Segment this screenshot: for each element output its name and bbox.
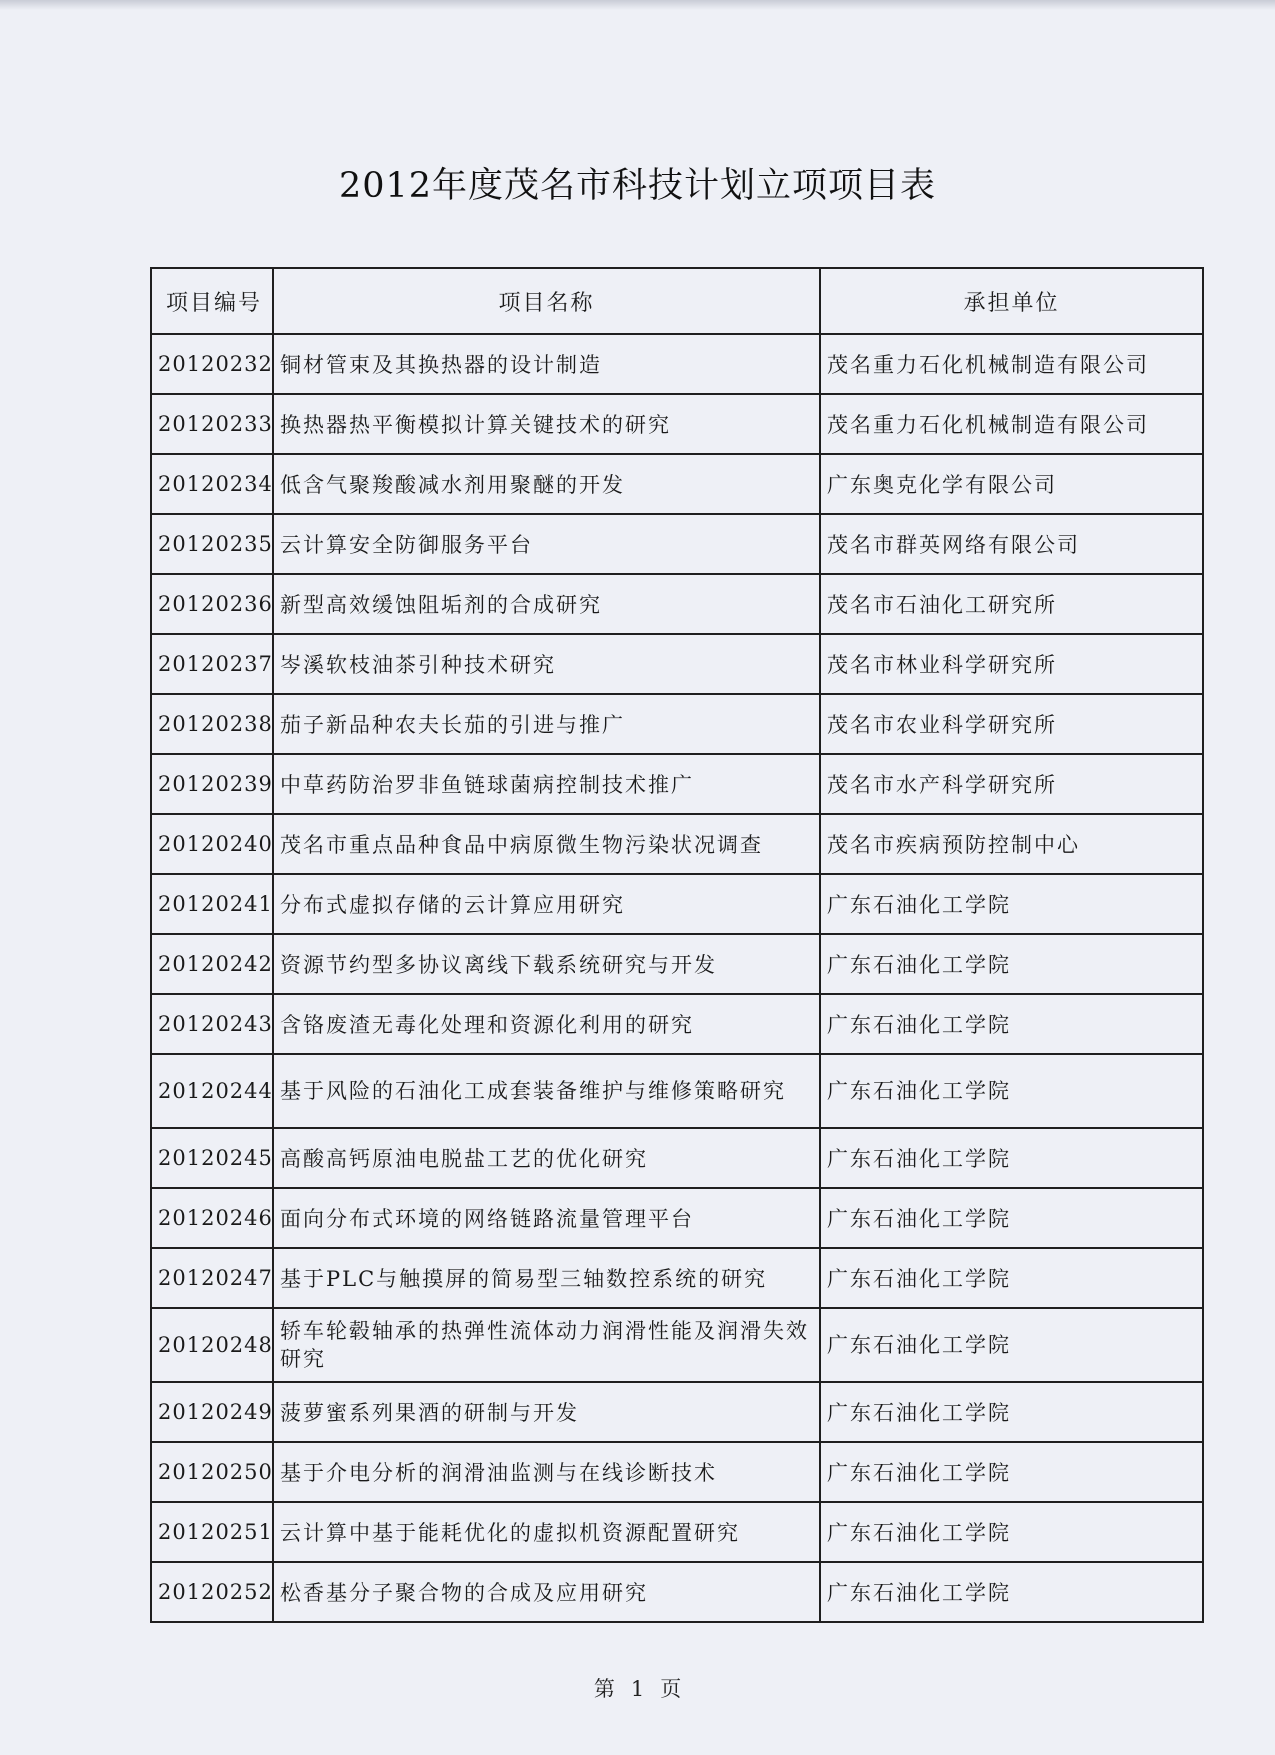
project-id: 20120246 bbox=[151, 1188, 273, 1248]
project-id: 20120249 bbox=[151, 1382, 273, 1442]
project-name: 铜材管束及其换热器的设计制造 bbox=[273, 334, 820, 394]
undertaking-unit: 广东石油化工学院 bbox=[820, 994, 1203, 1054]
project-id: 20120250 bbox=[151, 1442, 273, 1502]
project-name: 分布式虚拟存储的云计算应用研究 bbox=[273, 874, 820, 934]
project-id: 20120233 bbox=[151, 394, 273, 454]
table-row bbox=[151, 634, 1203, 694]
undertaking-unit: 广东石油化工学院 bbox=[820, 934, 1203, 994]
table-row bbox=[151, 1128, 1203, 1188]
page-prefix: 第 bbox=[593, 1677, 615, 1701]
project-id: 20120237 bbox=[151, 634, 273, 694]
project-name: 云计算安全防御服务平台 bbox=[273, 514, 820, 574]
table-row bbox=[151, 334, 1203, 394]
project-name: 茂名市重点品种食品中病原微生物污染状况调查 bbox=[273, 814, 820, 874]
header-project-id: 项目编号 bbox=[151, 268, 273, 334]
page-title: 2012年度茂名市科技计划立项项目表 bbox=[338, 166, 937, 206]
page-value: 1 bbox=[630, 1677, 645, 1701]
table-row bbox=[151, 694, 1203, 754]
table-row bbox=[151, 454, 1203, 514]
project-name: 高酸高钙原油电脱盐工艺的优化研究 bbox=[273, 1128, 820, 1188]
project-id: 20120232 bbox=[151, 334, 273, 394]
project-id: 20120243 bbox=[151, 994, 273, 1054]
project-name: 轿车轮毂轴承的热弹性流体动力润滑性能及润滑失效研究 bbox=[273, 1308, 820, 1382]
project-name: 菠萝蜜系列果酒的研制与开发 bbox=[273, 1382, 820, 1442]
page-number bbox=[0, 1673, 1275, 1703]
table-row bbox=[151, 574, 1203, 634]
table-row bbox=[151, 1442, 1203, 1502]
undertaking-unit: 广东石油化工学院 bbox=[820, 1562, 1203, 1622]
project-name: 资源节约型多协议离线下载系统研究与开发 bbox=[273, 934, 820, 994]
table-row bbox=[151, 1308, 1203, 1382]
project-id: 20120251 bbox=[151, 1502, 273, 1562]
project-name: 面向分布式环境的网络链路流量管理平台 bbox=[273, 1188, 820, 1248]
undertaking-unit: 广东石油化工学院 bbox=[820, 1442, 1203, 1502]
undertaking-unit: 广东石油化工学院 bbox=[820, 874, 1203, 934]
table-header-row bbox=[151, 268, 1203, 334]
table-row bbox=[151, 874, 1203, 934]
project-name: 基于风险的石油化工成套装备维护与维修策略研究 bbox=[273, 1054, 820, 1128]
project-id: 20120234 bbox=[151, 454, 273, 514]
project-id: 20120238 bbox=[151, 694, 273, 754]
table-row bbox=[151, 1502, 1203, 1562]
table-row bbox=[151, 1248, 1203, 1308]
project-name: 基于介电分析的润滑油监测与在线诊断技术 bbox=[273, 1442, 820, 1502]
project-id: 20120244 bbox=[151, 1054, 273, 1128]
project-name: 中草药防治罗非鱼链球菌病控制技术推广 bbox=[273, 754, 820, 814]
undertaking-unit: 茂名重力石化机械制造有限公司 bbox=[820, 394, 1203, 454]
header-undertaking-unit: 承担单位 bbox=[820, 268, 1203, 334]
table-row bbox=[151, 934, 1203, 994]
project-name: 含铬废渣无毒化处理和资源化利用的研究 bbox=[273, 994, 820, 1054]
table-row bbox=[151, 514, 1203, 574]
table-row bbox=[151, 1562, 1203, 1622]
undertaking-unit: 广东石油化工学院 bbox=[820, 1188, 1203, 1248]
table-row bbox=[151, 814, 1203, 874]
undertaking-unit: 茂名市疾病预防控制中心 bbox=[820, 814, 1203, 874]
project-id: 20120235 bbox=[151, 514, 273, 574]
project-id: 20120248 bbox=[151, 1308, 273, 1382]
project-id: 20120242 bbox=[151, 934, 273, 994]
project-name: 新型高效缓蚀阻垢剂的合成研究 bbox=[273, 574, 820, 634]
undertaking-unit: 广东奥克化学有限公司 bbox=[820, 454, 1203, 514]
table-row bbox=[151, 1382, 1203, 1442]
project-id: 20120247 bbox=[151, 1248, 273, 1308]
table-row bbox=[151, 1188, 1203, 1248]
undertaking-unit: 广东石油化工学院 bbox=[820, 1248, 1203, 1308]
page-suffix: 页 bbox=[660, 1677, 682, 1701]
undertaking-unit: 茂名市石油化工研究所 bbox=[820, 574, 1203, 634]
table-row bbox=[151, 754, 1203, 814]
header-project-name: 项目名称 bbox=[273, 268, 820, 334]
undertaking-unit: 广东石油化工学院 bbox=[820, 1128, 1203, 1188]
undertaking-unit: 广东石油化工学院 bbox=[820, 1308, 1203, 1382]
project-id: 20120241 bbox=[151, 874, 273, 934]
undertaking-unit: 茂名市群英网络有限公司 bbox=[820, 514, 1203, 574]
project-name: 云计算中基于能耗优化的虚拟机资源配置研究 bbox=[273, 1502, 820, 1562]
project-id: 20120239 bbox=[151, 754, 273, 814]
project-id: 20120252 bbox=[151, 1562, 273, 1622]
undertaking-unit: 广东石油化工学院 bbox=[820, 1382, 1203, 1442]
table-row bbox=[151, 994, 1203, 1054]
project-id: 20120240 bbox=[151, 814, 273, 874]
undertaking-unit: 茂名市农业科学研究所 bbox=[820, 694, 1203, 754]
project-table bbox=[150, 267, 1204, 1623]
project-id: 20120245 bbox=[151, 1128, 273, 1188]
project-name: 岑溪软枝油茶引种技术研究 bbox=[273, 634, 820, 694]
undertaking-unit: 广东石油化工学院 bbox=[820, 1502, 1203, 1562]
scan-edge bbox=[0, 0, 1275, 10]
project-name: 基于PLC与触摸屏的简易型三轴数控系统的研究 bbox=[273, 1248, 820, 1308]
table-row bbox=[151, 394, 1203, 454]
table-row bbox=[151, 1054, 1203, 1128]
undertaking-unit: 茂名市林业科学研究所 bbox=[820, 634, 1203, 694]
project-name: 茄子新品种农夫长茄的引进与推广 bbox=[273, 694, 820, 754]
undertaking-unit: 茂名市水产科学研究所 bbox=[820, 754, 1203, 814]
project-name: 换热器热平衡模拟计算关键技术的研究 bbox=[273, 394, 820, 454]
undertaking-unit: 广东石油化工学院 bbox=[820, 1054, 1203, 1128]
project-name: 低含气聚羧酸减水剂用聚醚的开发 bbox=[273, 454, 820, 514]
project-id: 20120236 bbox=[151, 574, 273, 634]
undertaking-unit: 茂名重力石化机械制造有限公司 bbox=[820, 334, 1203, 394]
project-name: 松香基分子聚合物的合成及应用研究 bbox=[273, 1562, 820, 1622]
